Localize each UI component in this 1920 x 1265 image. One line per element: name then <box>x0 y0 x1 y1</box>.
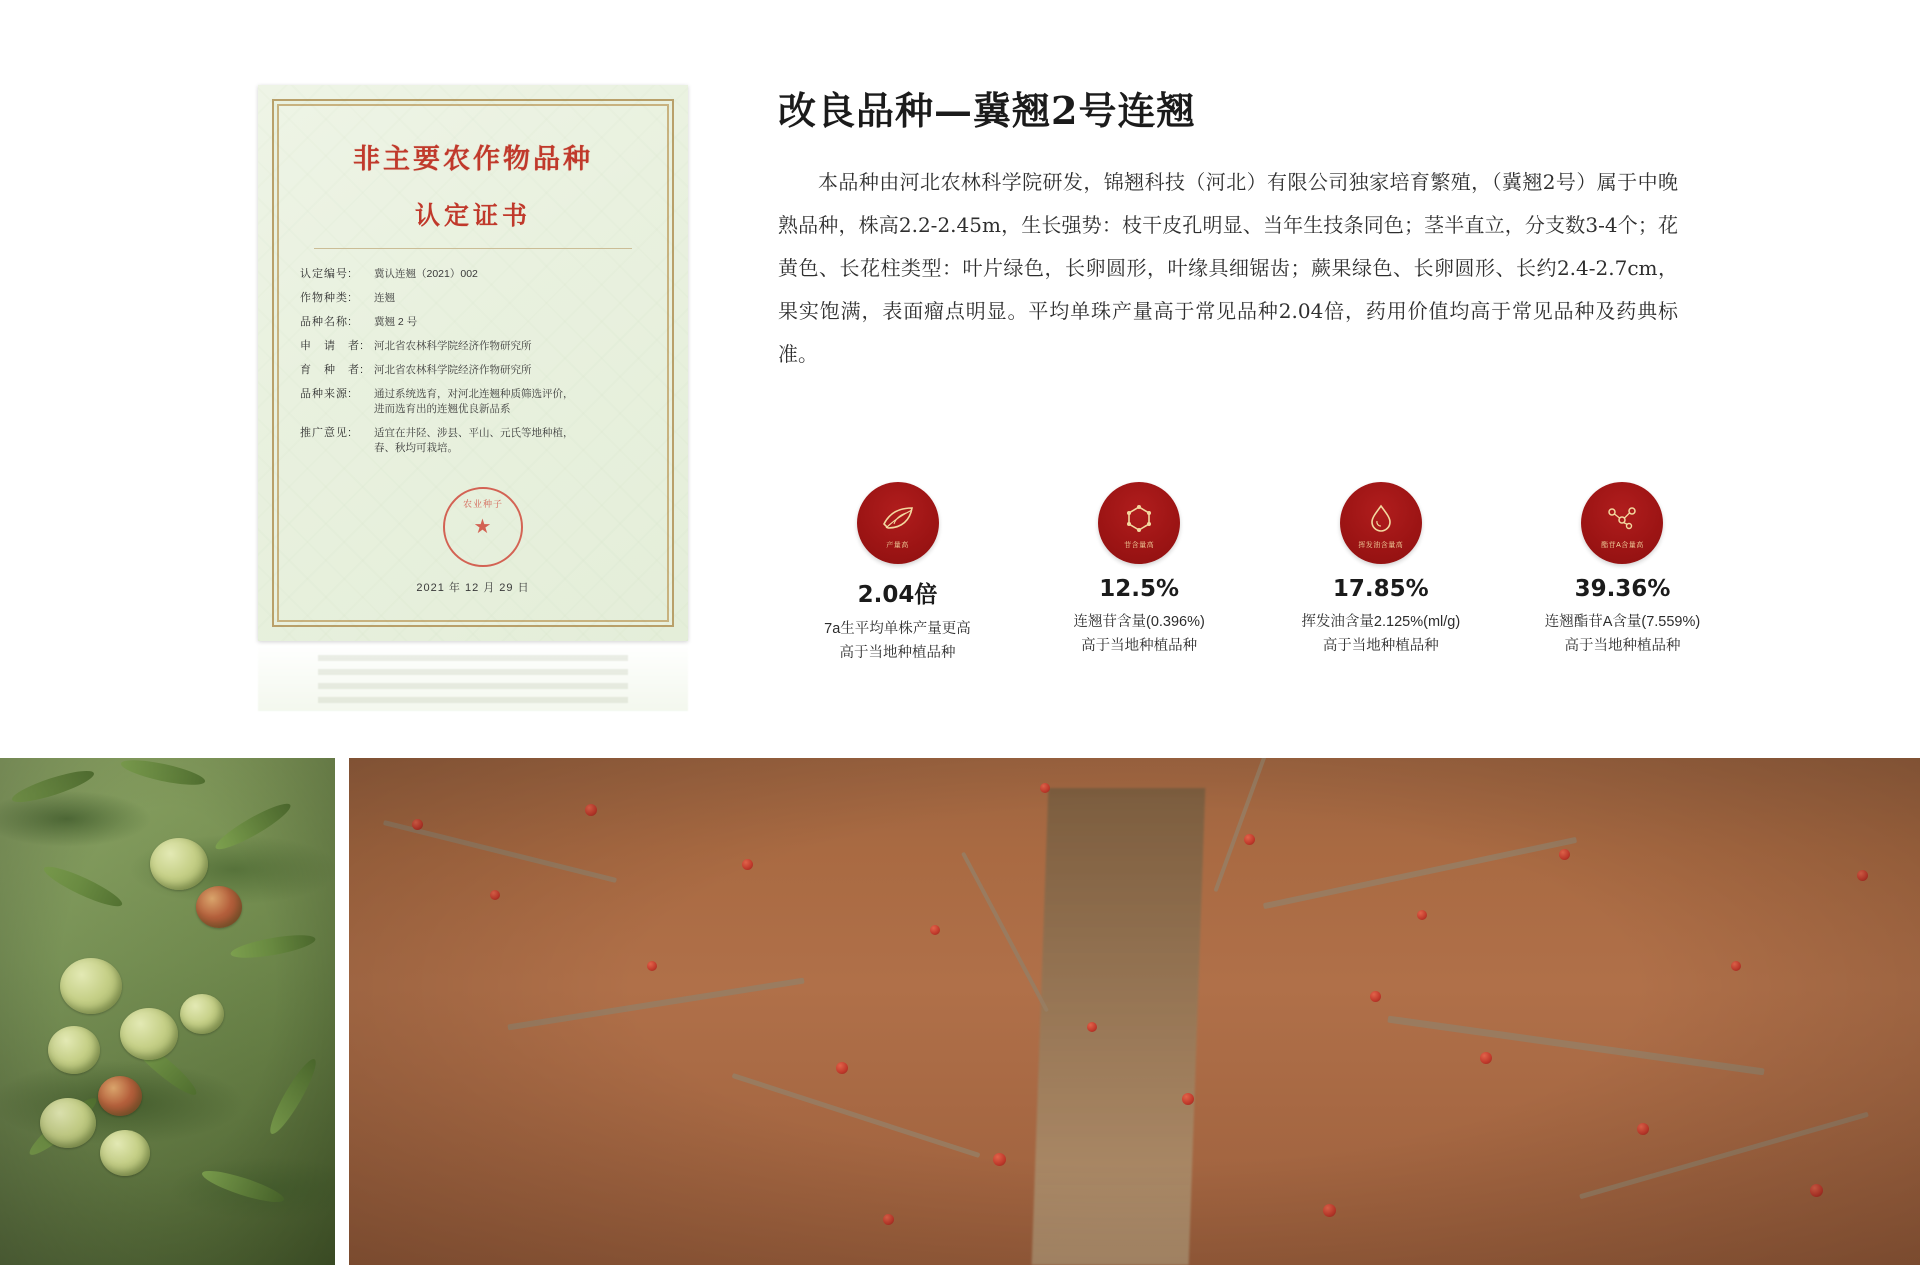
stat-description-line2: 高于当地种植品种 <box>1322 638 1439 654</box>
official-seal-icon <box>443 487 523 567</box>
certificate-card <box>258 85 688 641</box>
molecule-icon <box>1098 482 1180 564</box>
seal-star-icon: ★ <box>473 515 493 538</box>
certificate-field-value-line2: 进而选育出的连翘优良新品系 <box>374 403 511 415</box>
stat-value: 17.85% <box>1332 576 1429 602</box>
certificate-field-row <box>300 363 646 378</box>
certificate-field-value <box>374 426 646 456</box>
certificate-field-row <box>300 267 646 282</box>
certificate-field-value: 河北省农林科学院经济作物研究所 <box>374 364 532 376</box>
stat-description <box>1032 610 1247 658</box>
certificate-field-value: 冀翘 2 号 <box>374 316 418 328</box>
certificate-field-row <box>300 426 646 456</box>
stat-value: 12.5% <box>1099 576 1180 602</box>
certificate-field-label: 品种来源: <box>300 388 353 400</box>
stat-item <box>1273 482 1488 665</box>
certificate-field-label: 申 请 者: <box>300 340 365 352</box>
seal-text: 农业种子 <box>462 499 503 509</box>
certificate-reflection <box>258 641 688 711</box>
stat-item <box>790 482 1005 665</box>
badge-caption: 苷含量高 <box>1124 542 1155 549</box>
certificate-image <box>258 85 688 665</box>
stat-description-line2: 高于当地种植品种 <box>1564 638 1681 654</box>
stat-description <box>790 617 1005 665</box>
certificate-field-value <box>374 387 646 417</box>
stat-item <box>1515 482 1730 665</box>
certificate-field-value: 河北省农林科学院经济作物研究所 <box>374 340 532 352</box>
certificate-field-row <box>300 387 646 417</box>
stat-description-line2: 高于当地种植品种 <box>839 645 956 661</box>
description-paragraph: 本品种由河北农林科学院研发，锦翘科技（河北）有限公司独家培育繁殖，（冀翘2号）属于中晚熟品种，株高2.2-2.45m，生长强势：枝干皮孔明显、当年生技条同色；茎半直立，分支数3-4个；花黄色、长花柱类型：叶片绿色，长卵圆形，叶缘具细锯齿；蕨果绿色、长卵圆形、长约2.4-2.7cm，果实饱满，表面瘤点明显。平均单珠产量高于常见品种2.04倍，药用价值均高于常见品种及药典标准。 <box>778 170 1678 366</box>
stat-description-line1: 连翘苷含量(0.396%) <box>1073 614 1205 630</box>
stat-description <box>1515 610 1730 658</box>
certificate-field-value-line1: 通过系统选育，对河北连翘种质筛选评价， <box>374 388 574 400</box>
certificate-field-label: 推广意见: <box>300 427 353 439</box>
badge-caption: 酯苷A含量高 <box>1601 542 1644 549</box>
stat-value: 2.04倍 <box>857 582 938 608</box>
certificate-field-row <box>300 315 646 330</box>
photo-strip <box>0 758 1920 1265</box>
orchard-photo <box>349 758 1920 1265</box>
stat-item <box>1032 482 1247 665</box>
certificate-field-label: 品种名称: <box>300 316 353 328</box>
stat-description-line2: 高于当地种植品种 <box>1081 638 1198 654</box>
certificate-field-label: 认定编号: <box>300 268 353 280</box>
certificate-field-row <box>300 339 646 354</box>
page-title: 改良品种—冀翘2号连翘 <box>778 88 1196 133</box>
certificate-field-value-line1: 适宜在井陉、涉县、平山、元氏等地种植， <box>374 427 574 439</box>
certificate-field-value: 冀认连翘（2021）002 <box>374 268 478 280</box>
article-content <box>778 80 1698 376</box>
oil-drop-icon <box>1340 482 1422 564</box>
stat-value: 39.36% <box>1574 576 1671 602</box>
certificate-field-label: 育 种 者: <box>300 364 365 376</box>
certificate-field-label: 作物种类: <box>300 292 353 304</box>
certificate-fields <box>288 267 658 456</box>
compound-node-icon <box>1581 482 1663 564</box>
certificate-field-value: 连翘 <box>374 292 395 304</box>
stat-description-line1: 7a生平均单株产量更高 <box>824 621 971 637</box>
badge-caption: 产量高 <box>886 542 909 549</box>
stats-row <box>790 482 1730 665</box>
certificate-title-main: 非主要农作物品种 <box>353 144 593 175</box>
stat-description-line1: 连翘酯苷A含量(7.559%) <box>1544 614 1701 630</box>
stat-description-line1: 挥发油含量2.125%(ml/g) <box>1301 614 1461 630</box>
badge-caption: 挥发油含量高 <box>1358 542 1404 549</box>
certificate-field-value-line2: 春、秋均可栽培。 <box>374 442 458 454</box>
certificate-field-row <box>300 291 646 306</box>
certificate-date: 2021 年 12 月 29 日 <box>416 582 530 594</box>
certificate-title-sub: 认定证书 <box>414 201 531 230</box>
leaf-yield-icon <box>857 482 939 564</box>
certificate-divider <box>314 248 632 249</box>
stat-description <box>1273 610 1488 658</box>
fruit-closeup-photo <box>0 758 335 1265</box>
